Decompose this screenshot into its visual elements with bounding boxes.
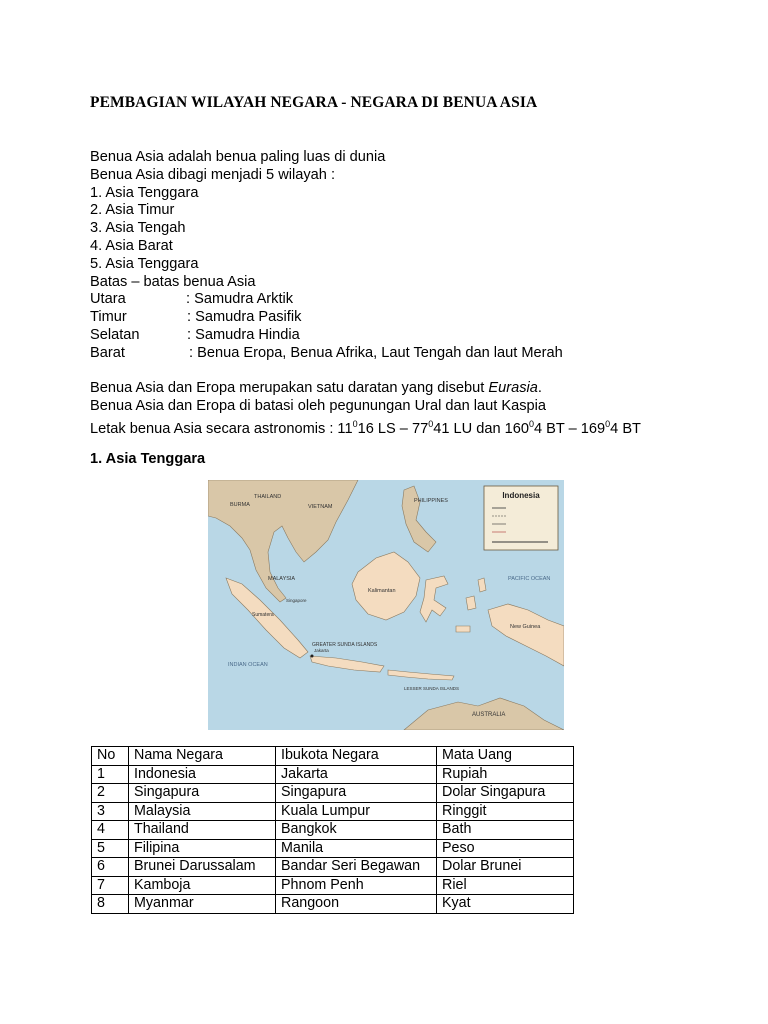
astro-text: 4 BT: [610, 420, 641, 437]
table-row: [92, 839, 574, 858]
cell-currency: Bath: [437, 821, 574, 840]
border-label: Barat: [90, 344, 125, 361]
cell-no: 1: [92, 765, 129, 784]
intro-line: Benua Asia adalah benua paling luas di dunia: [90, 149, 386, 165]
cell-country: Kamboja: [129, 876, 276, 895]
map-label-jakarta: Jakarta: [314, 648, 329, 653]
degree-sup: 0: [352, 418, 358, 429]
cell-no: 4: [92, 821, 129, 840]
astro-text: 41 LU dan 160: [433, 420, 529, 437]
region-list-item: 1. Asia Tenggara: [90, 184, 199, 201]
cell-no: 8: [92, 895, 129, 914]
capital-marker: [311, 655, 314, 658]
cell-currency: Dolar Brunei: [437, 858, 574, 877]
eurasia-suffix: .: [537, 380, 542, 397]
astro-text: 16 LS – 77: [357, 420, 429, 437]
cell-capital: Kuala Lumpur: [276, 802, 437, 821]
map-label-vietnam: VIETNAM: [308, 504, 333, 510]
intro-line: Benua Asia dibagi menjadi 5 wilayah :: [90, 166, 336, 183]
border-row-east: [90, 309, 641, 327]
indonesia-map: [208, 480, 564, 730]
astro-text: Letak benua Asia secara astronomis : 11: [90, 420, 353, 437]
map-label-australia: AUSTRALIA: [472, 712, 506, 718]
borders-heading: Batas – batas benua Asia: [90, 273, 256, 290]
section-heading: 1. Asia Tenggara: [90, 451, 206, 467]
countries-table: [91, 746, 574, 914]
paragraph-gap: [90, 363, 641, 381]
border-value: : Samudra Pasifik: [187, 309, 302, 326]
table-row: [92, 858, 574, 877]
degree-sup: 0: [605, 418, 611, 429]
column-header-capital: Ibukota Negara: [276, 747, 437, 766]
cell-currency: Rupiah: [437, 765, 574, 784]
document-title: PEMBAGIAN WILAYAH NEGARA - NEGARA DI BENUA ASIA: [90, 94, 538, 111]
cell-currency: Ringgit: [437, 802, 574, 821]
cell-capital: Rangoon: [276, 895, 437, 914]
cell-no: 6: [92, 858, 129, 877]
cell-no: 7: [92, 876, 129, 895]
map-label-philippines: PHILIPPINES: [414, 498, 448, 504]
cell-capital: Singapura: [276, 784, 437, 803]
border-row-south: [90, 327, 641, 345]
region-list-item: 4. Asia Barat: [90, 237, 173, 254]
border-label: Utara: [90, 291, 126, 308]
map-label-malaysia: MALAYSIA: [268, 576, 296, 582]
border-value: : Samudra Hindia: [187, 326, 300, 343]
cell-currency: Dolar Singapura: [437, 784, 574, 803]
border-label: Selatan: [90, 326, 140, 343]
region-list-item: 3. Asia Tengah: [90, 220, 186, 237]
map-label-indian-ocean: INDIAN OCEAN: [228, 662, 268, 668]
table-row: [92, 802, 574, 821]
cell-no: 2: [92, 784, 129, 803]
region-list-item: 5. Asia Tenggara: [90, 255, 199, 272]
map-label-new-guinea: New Guinea: [510, 624, 541, 630]
cell-capital: Bandar Seri Begawan: [276, 858, 437, 877]
column-header-no: No: [92, 747, 129, 766]
table-row: [92, 821, 574, 840]
cell-capital: Bangkok: [276, 821, 437, 840]
ural-line: Benua Asia dan Eropa di batasi oleh pegunungan Ural dan laut Kaspia: [90, 398, 546, 415]
map-graphic: [208, 480, 564, 730]
cell-currency: Kyat: [437, 895, 574, 914]
table-row: [92, 765, 574, 784]
map-legend-title: Indonesia: [502, 491, 540, 500]
map-label-thailand: THAILAND: [254, 494, 282, 500]
border-label: Timur: [90, 309, 127, 326]
cell-country: Brunei Darussalam: [129, 858, 276, 877]
column-header-country: Nama Negara: [129, 747, 276, 766]
table-row: [92, 876, 574, 895]
cell-country: Malaysia: [129, 802, 276, 821]
cell-country: Singapura: [129, 784, 276, 803]
astronomical-line: [90, 416, 641, 437]
cell-country: Filipina: [129, 839, 276, 858]
table-row: [92, 784, 574, 803]
document-body: [90, 149, 641, 437]
cell-country: Myanmar: [129, 895, 276, 914]
cell-country: Indonesia: [129, 765, 276, 784]
border-row-west: [90, 345, 641, 363]
region-list-item: 2. Asia Timur: [90, 202, 175, 219]
map-label-greater-sunda: GREATER SUNDA ISLANDS: [312, 642, 378, 648]
cell-no: 5: [92, 839, 129, 858]
degree-sup: 0: [528, 418, 534, 429]
map-label-lesser-sunda: LESSER SUNDA ISLANDS: [404, 686, 460, 691]
column-header-currency: Mata Uang: [437, 747, 574, 766]
eurasia-prefix: Benua Asia dan Eropa merupakan satu daratan yang disebut: [90, 380, 489, 397]
table-row: [92, 895, 574, 914]
border-row-north: [90, 291, 641, 309]
border-value: : Samudra Arktik: [186, 291, 294, 308]
cell-no: 3: [92, 802, 129, 821]
map-label-burma: BURMA: [230, 502, 250, 508]
cell-country: Thailand: [129, 821, 276, 840]
degree-sup: 0: [428, 418, 434, 429]
cell-capital: Phnom Penh: [276, 876, 437, 895]
astro-text: 4 BT – 169: [534, 420, 606, 437]
map-label-sumatera: Sumatera: [252, 612, 274, 618]
map-label-kalimantan: Kalimantan: [368, 588, 396, 594]
map-label-pacific: PACIFIC OCEAN: [508, 576, 551, 582]
cell-capital: Jakarta: [276, 765, 437, 784]
eurasia-line: [90, 380, 641, 398]
cell-currency: Peso: [437, 839, 574, 858]
border-value: : Benua Eropa, Benua Afrika, Laut Tengah dan laut Merah: [189, 344, 563, 361]
table-header-row: [92, 747, 574, 766]
cell-currency: Riel: [437, 876, 574, 895]
map-label-singapore: Singapore: [286, 598, 307, 603]
eurasia-term: Eurasia: [488, 380, 538, 397]
cell-capital: Manila: [276, 839, 437, 858]
